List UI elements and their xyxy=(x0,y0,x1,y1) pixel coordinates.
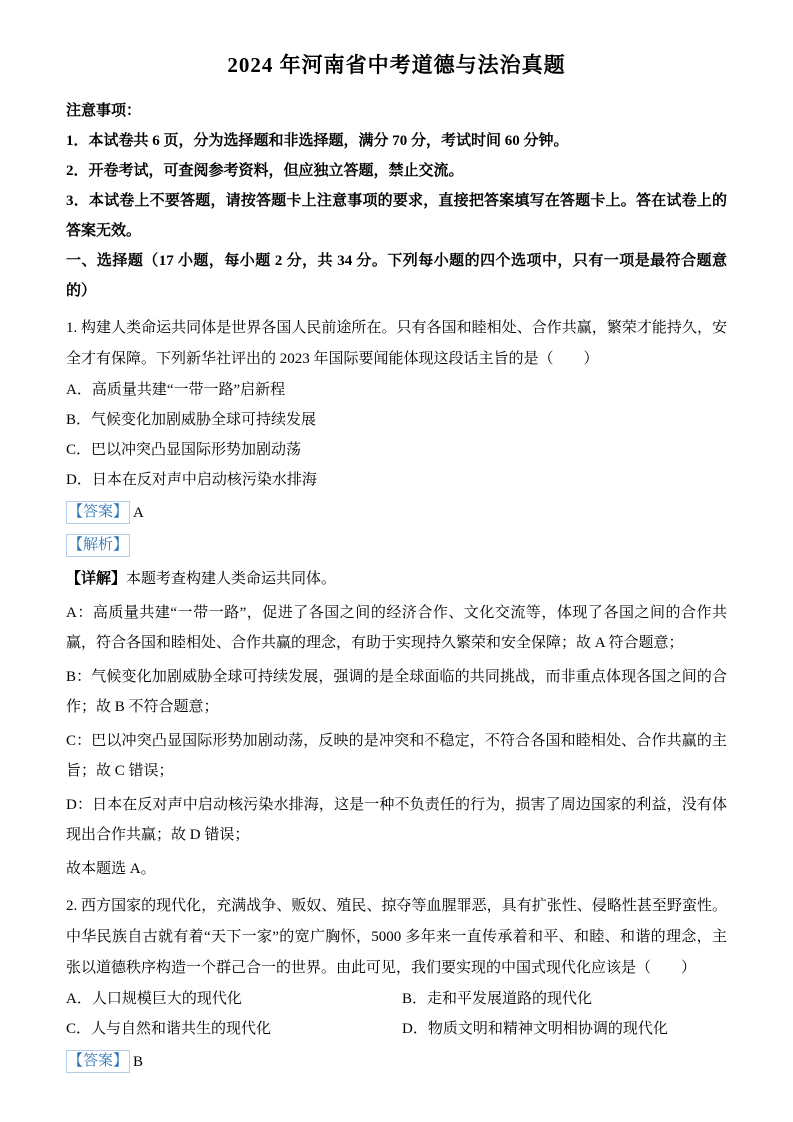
q2-option-row-1 xyxy=(66,984,727,1014)
notice-item-3: 3．本试卷上不要答题，请按答题卡上注意事项的要求，直接把答案填写在答题卡上。答在试卷上的答案无效。 xyxy=(66,193,727,239)
q1-stem: 1. 构建人类命运共同体是世界各国人民前途所在。只有各国和睦相处、合作共赢，繁荣才能持久，安全才有保障。下列新华社评出的 2023 年国际要闻能体现这段话主旨的是（ ） xyxy=(66,320,727,367)
q1-conclusion: 故本题选 A。 xyxy=(66,861,156,877)
q1-option-b: B．气候变化加剧威胁全球可持续发展 xyxy=(66,412,317,428)
q1-analysis-line xyxy=(66,531,727,561)
q1-answer-line xyxy=(66,498,727,528)
q1-detail-d: D：日本在反对声中启动核污染水排海，这是一种不负责任的行为，损害了周边国家的利益，没有体现出合作共赢；故 D 错误； xyxy=(66,797,727,843)
page-title: 2024 年河南省中考道德与法治真题 xyxy=(227,53,566,77)
q2-option-d: D．物质文明和精神文明相协调的现代化 xyxy=(402,1021,668,1037)
q2-option-a: A．人口规模巨大的现代化 xyxy=(66,991,242,1007)
q1-analysis-tag: 【解析】 xyxy=(66,534,130,557)
q2-option-row-2 xyxy=(66,1014,727,1044)
question-2 xyxy=(66,891,727,1077)
q1-option-d: D．日本在反对声中启动核污染水排海 xyxy=(66,472,317,488)
q1-answer-value: A xyxy=(133,505,144,521)
q2-answer-tag: 【答案】 xyxy=(66,1050,130,1073)
notice-item-2: 2．开卷考试，可查阅参考资料，但应独立答题，禁止交流。 xyxy=(66,163,464,179)
q1-answer-tag: 【答案】 xyxy=(66,501,130,524)
notice-heading: 注意事项： xyxy=(66,103,142,119)
q1-detail-intro: 本题考查构建人类命运共同体。 xyxy=(126,571,337,587)
notice-item-1: 1．本试卷共 6 页，分为选择题和非选择题，满分 70 分，考试时间 60 分钟。 xyxy=(66,133,569,149)
q2-stem: 2. 西方国家的现代化，充满战争、贩奴、殖民、掠夺等血腥罪恶，具有扩张性、侵略性甚至野蛮性。中华民族自古就有着“天下一家”的宽广胸怀，5000 多年来一直传承着和平、和睦、和谐的理念，主张以道德秩序构造一个群己合一的世界。由此可见，我们要实现的中国式现代化应该是（ ） xyxy=(66,898,727,976)
q2-option-c: C．人与自然和谐共生的现代化 xyxy=(66,1021,272,1037)
notice-section xyxy=(66,96,727,246)
section-heading: 一、选择题（17 小题，每小题 2 分，共 34 分。下列每小题的四个选项中，只有一项是最符合题意的） xyxy=(66,253,727,299)
q1-option-c: C．巴以冲突凸显国际形势加剧动荡 xyxy=(66,442,302,458)
q1-detail-tag: 【详解】 xyxy=(66,571,127,587)
q1-detail-c: C：巴以冲突凸显国际形势加剧动荡，反映的是冲突和不稳定，不符合各国和睦相处、合作共赢的主旨；故 C 错误； xyxy=(66,733,727,779)
q1-option-a: A．高质量共建“一带一路”启新程 xyxy=(66,382,286,398)
q2-answer-value: B xyxy=(133,1054,144,1070)
q1-detail-b: B：气候变化加剧威胁全球可持续发展，强调的是全球面临的共同挑战，而非重点体现各国之间的合作；故 B 不符合题意； xyxy=(66,669,727,715)
q1-detail-a: A：高质量共建“一带一路”，促进了各国之间的经济合作、文化交流等，体现了各国之间的合作共赢，符合各国和睦相处、合作共赢的理念，有助于实现持久繁荣和安全保障；故 A 符合题意； xyxy=(66,605,727,651)
q2-options xyxy=(66,984,727,1044)
question-1 xyxy=(66,313,727,884)
q1-detail-line xyxy=(66,564,727,594)
q2-answer-line xyxy=(66,1047,727,1077)
q2-option-b: B．走和平发展道路的现代化 xyxy=(402,991,593,1007)
